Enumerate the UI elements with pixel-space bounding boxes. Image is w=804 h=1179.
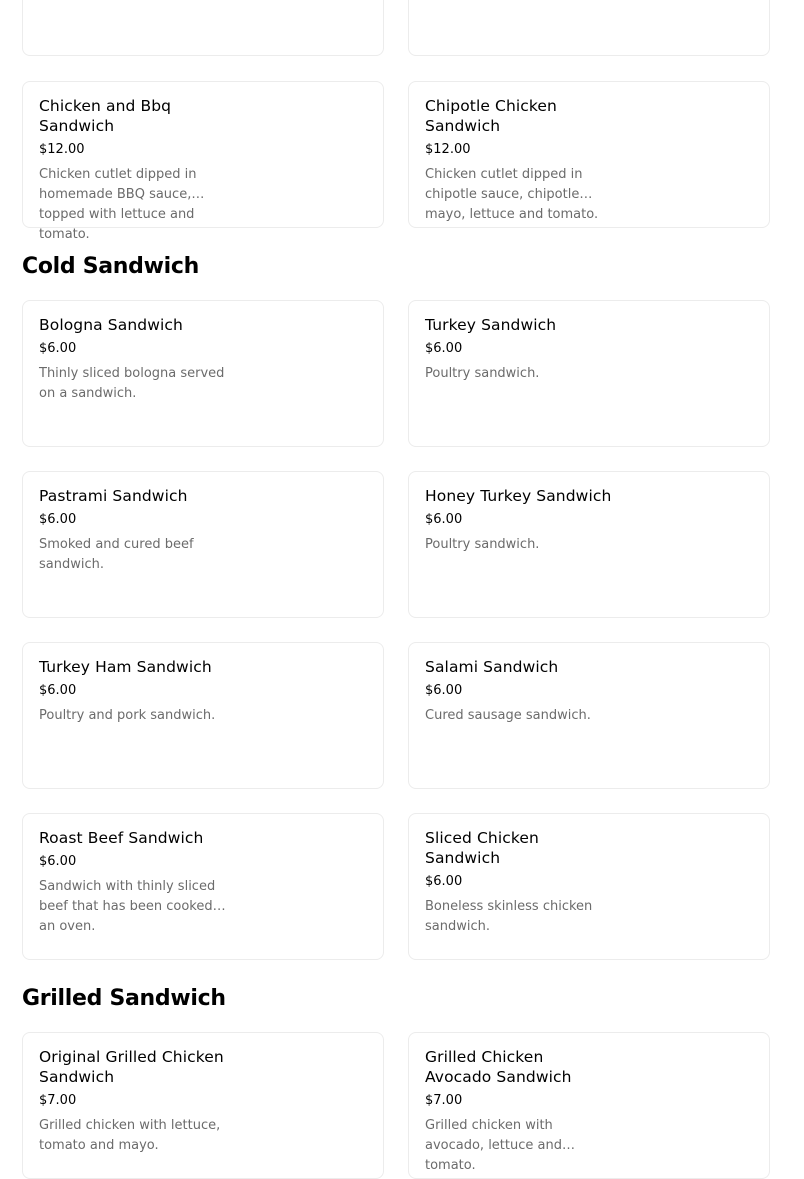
item-price: $6.00: [39, 683, 77, 698]
item-price: $6.00: [425, 341, 463, 356]
item-price: $6.00: [39, 854, 77, 869]
menu-item-card[interactable]: [408, 0, 770, 56]
item-name: Chipotle Chicken Sandwich: [425, 97, 557, 135]
section-heading-cold: Cold Sandwich: [22, 254, 199, 279]
menu-item-card[interactable]: [22, 642, 384, 789]
item-price: $6.00: [425, 874, 463, 889]
menu-item-card[interactable]: [408, 471, 770, 618]
item-price: $7.00: [39, 1093, 77, 1108]
item-description: Thinly sliced bologna served on a sandwich.: [39, 366, 225, 401]
item-price: $12.00: [39, 142, 85, 157]
menu-item-card[interactable]: [408, 1032, 770, 1179]
menu-item-card[interactable]: [22, 0, 384, 56]
item-description: Poultry and pork sandwich.: [39, 708, 216, 723]
item-price: $6.00: [39, 341, 77, 356]
item-name: Original Grilled Chicken Sandwich: [39, 1048, 224, 1086]
menu-item-card[interactable]: [408, 642, 770, 789]
item-description: Chicken cutlet dipped in chipotle sauce, chipotle mayo, lettuce and tomato.: [425, 167, 599, 222]
item-description: Poultry sandwich.: [425, 537, 540, 552]
item-name: Sliced Chicken Sandwich: [425, 829, 539, 867]
item-description: Grilled chicken with avocado, lettuce and tomato.: [425, 1118, 562, 1173]
item-description: Smoked and cured beef sandwich.: [39, 537, 194, 572]
item-description: Cured sausage sandwich.: [425, 708, 591, 723]
item-description: Chicken cutlet dipped in homemade BBQ sauce, topped with lettuce and tomato.: [39, 167, 197, 242]
item-name: Turkey Ham Sandwich: [39, 658, 212, 676]
item-price: $6.00: [39, 512, 77, 527]
menu-item-card[interactable]: [408, 813, 770, 960]
item-name: Grilled Chicken Avocado Sandwich: [425, 1048, 572, 1086]
item-description: Poultry sandwich.: [425, 366, 540, 381]
item-name: Honey Turkey Sandwich: [425, 487, 612, 505]
item-name: Bologna Sandwich: [39, 316, 183, 334]
item-price: $12.00: [425, 142, 471, 157]
menu-item-card[interactable]: [22, 471, 384, 618]
item-price: $6.00: [425, 683, 463, 698]
item-price: $6.00: [425, 512, 463, 527]
item-description: Sandwich with thinly sliced beef that has been cooked in an oven.: [39, 879, 229, 934]
menu-item-card[interactable]: [22, 1032, 384, 1179]
item-name: Pastrami Sandwich: [39, 487, 188, 505]
section-heading-grilled: Grilled Sandwich: [22, 986, 226, 1011]
menu-item-card[interactable]: [22, 813, 384, 960]
menu-item-card[interactable]: [408, 81, 770, 228]
item-price: $7.00: [425, 1093, 463, 1108]
item-name: Salami Sandwich: [425, 658, 559, 676]
item-name: Roast Beef Sandwich: [39, 829, 204, 847]
menu-item-card[interactable]: [22, 81, 384, 242]
item-name: Chicken and Bbq Sandwich: [39, 97, 172, 135]
item-description: Grilled chicken with lettuce, tomato and mayo.: [39, 1118, 221, 1153]
menu-item-card[interactable]: [22, 300, 384, 447]
menu-item-card[interactable]: [408, 300, 770, 447]
item-name: Turkey Sandwich: [425, 316, 557, 334]
item-description: Boneless skinless chicken sandwich.: [425, 899, 593, 934]
